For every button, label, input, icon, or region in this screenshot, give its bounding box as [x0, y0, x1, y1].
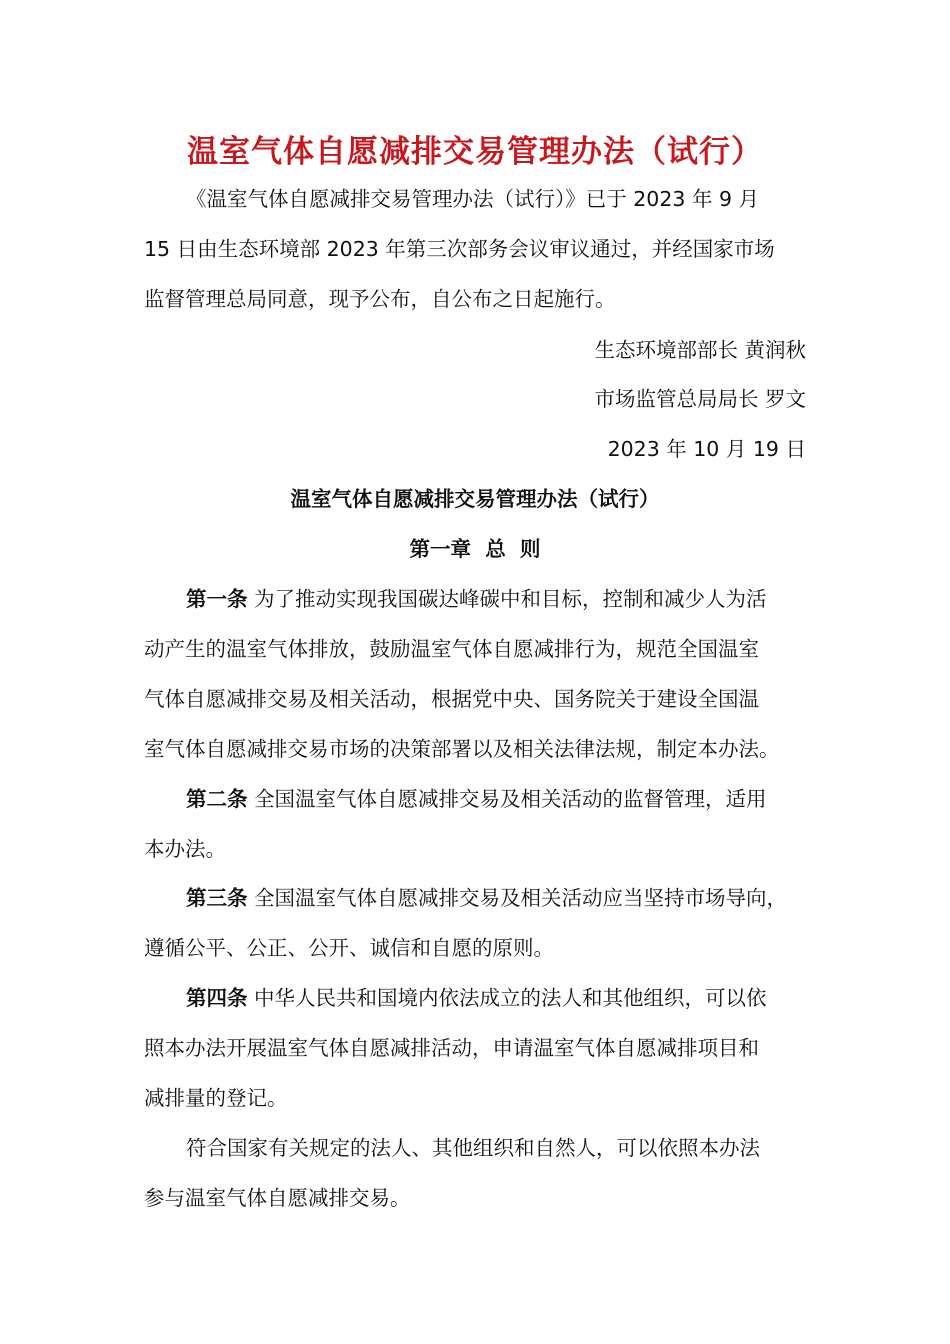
article-1-line-3: 气体自愿减排交易及相关活动，根据党中央、国务院关于建设全国温 — [144, 687, 759, 711]
article-2-line-2: 本办法。 — [144, 837, 226, 861]
promulgation-line-2: 15 日由生态环境部 2023 年第三次部务会议审议通过，并经国家市场 — [144, 237, 775, 261]
signature-date: 2023 年 10 月 19 日 — [607, 437, 806, 461]
article-1-line-2: 动产生的温室气体排放，鼓励温室气体自愿减排行为，规范全国温室 — [144, 637, 759, 661]
article-3-number: 第三条 — [186, 886, 248, 910]
article-1-line-1 — [186, 584, 866, 614]
promulgation-line-1: 《温室气体自愿减排交易管理办法（试行）》已于 2023 年 9 月 — [186, 187, 760, 211]
article-2-number: 第二条 — [186, 787, 248, 811]
article-1-line-4: 室气体自愿减排交易市场的决策部署以及相关法律法规，制定本办法。 — [144, 737, 780, 761]
signature-market-regulation: 市场监管总局局长 罗文 — [594, 387, 806, 411]
promulgation-line-3: 监督管理总局同意，现予公布，自公布之日起施行。 — [144, 287, 616, 311]
article-1-text: 为了推动实现我国碳达峰碳中和目标，控制和减少人为活 — [247, 587, 767, 611]
article-2-line-1 — [186, 784, 866, 814]
article-4-line-2: 照本办法开展温室气体自愿减排活动，申请温室气体自愿减排项目和 — [144, 1036, 759, 1060]
article-3-line-1 — [186, 883, 866, 913]
article-4-line-3: 减排量的登记。 — [144, 1086, 288, 1110]
document-subtitle: 温室气体自愿减排交易管理办法（试行） — [290, 487, 660, 511]
article-1-number: 第一条 — [186, 587, 248, 611]
article-4-number: 第四条 — [186, 986, 248, 1010]
signature-ministry: 生态环境部部长 黄润秋 — [594, 338, 806, 362]
article-3-line-2: 遵循公平、公正、公开、诚信和自愿的原则。 — [144, 936, 554, 960]
article-3-text: 全国温室气体自愿减排交易及相关活动应当坚持市场导向， — [247, 886, 788, 910]
article-4-para-2-line-2: 参与温室气体自愿减排交易。 — [144, 1186, 411, 1210]
article-4-line-1 — [186, 983, 866, 1013]
article-2-text: 全国温室气体自愿减排交易及相关活动的监督管理，适用 — [247, 787, 767, 811]
document-title: 温室气体自愿减排交易管理办法（试行） — [187, 134, 763, 170]
chapter-heading: 第一章 总 则 — [409, 537, 541, 561]
article-4-text: 中华人民共和国境内依法成立的法人和其他组织，可以依 — [247, 986, 767, 1010]
article-4-para-2-line-1: 符合国家有关规定的法人、其他组织和自然人，可以依照本办法 — [186, 1136, 760, 1160]
